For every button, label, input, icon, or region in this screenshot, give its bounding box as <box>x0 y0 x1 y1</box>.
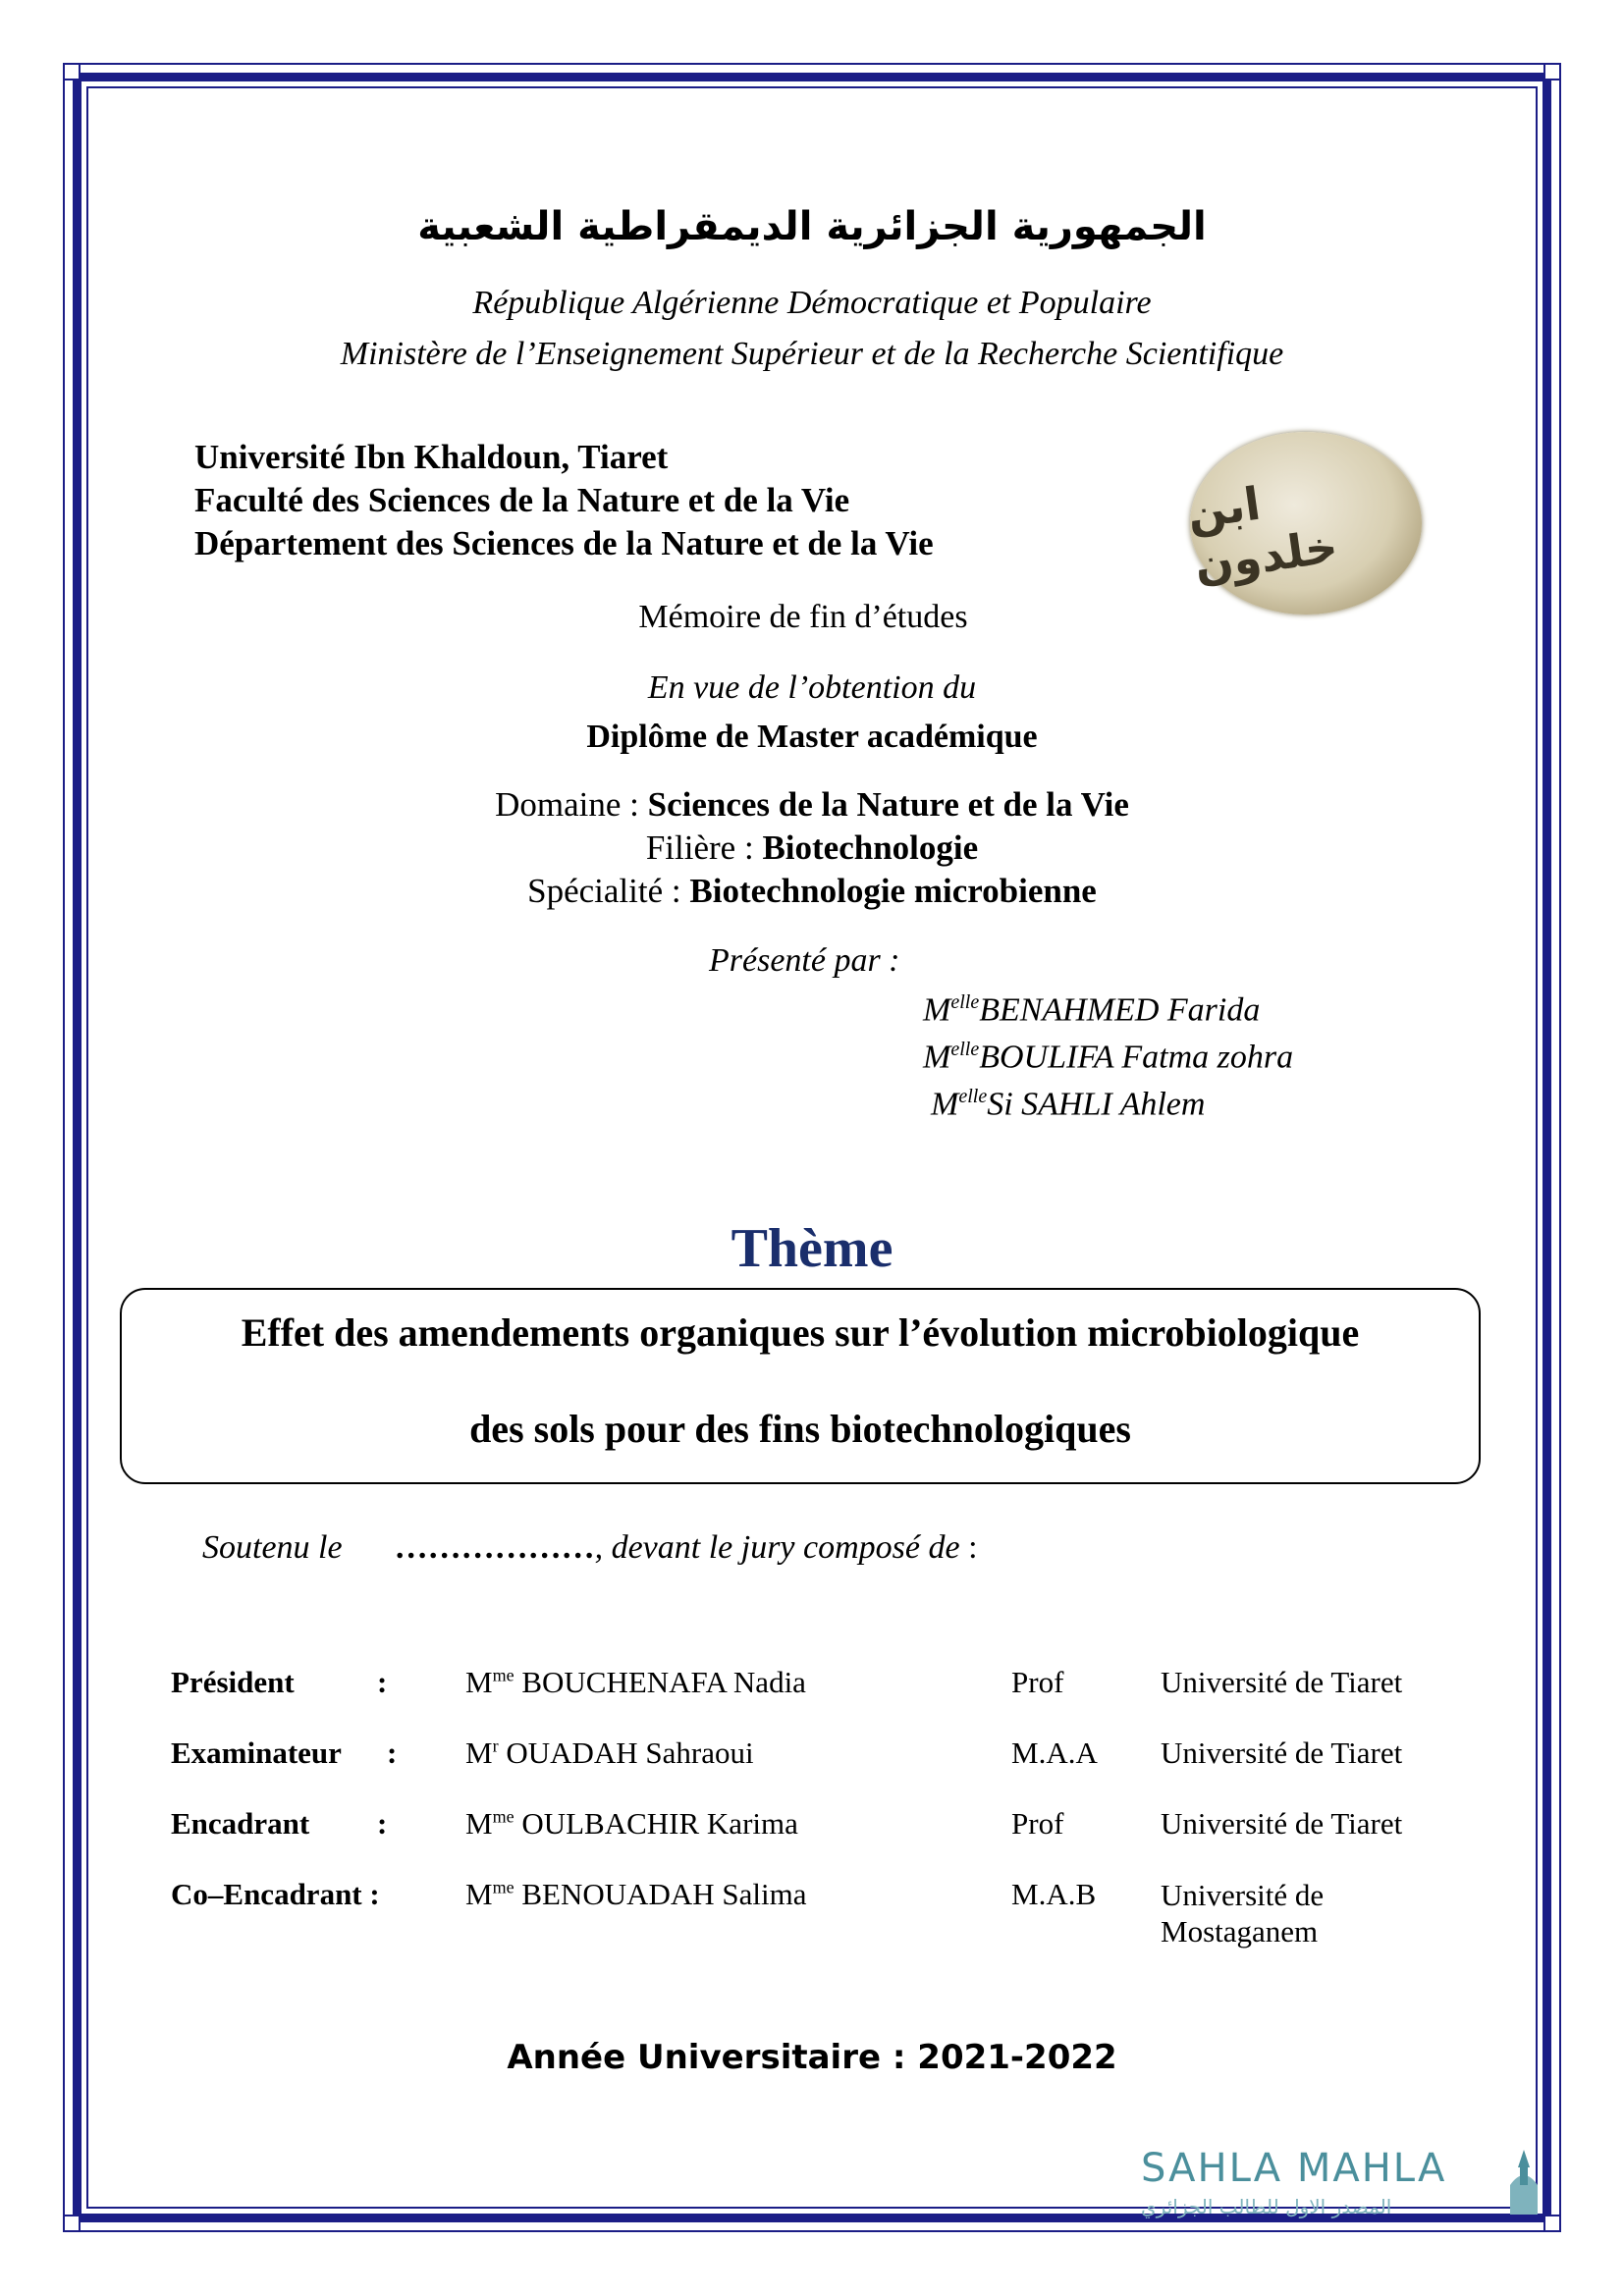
student-prefix-sup: elle <box>950 991 980 1013</box>
jury-title-sup: me <box>492 1877 514 1897</box>
jury-role: Examinateur <box>171 1735 342 1770</box>
jury-grade: Prof <box>1011 1665 1064 1699</box>
jury-separator: : <box>377 1665 388 1699</box>
theme-line-1: Effet des amendements organiques sur l’évolution microbiologique <box>241 1310 1360 1355</box>
jury-title: M <box>465 1665 493 1699</box>
jury-table <box>0 1665 1624 1959</box>
watermark-logo-icon <box>1500 2146 1547 2216</box>
student-name: BOULIFA Fatma zohra <box>979 1039 1294 1076</box>
jury-title: M <box>465 1735 493 1770</box>
jury-university: Université de Tiaret <box>1161 1665 1403 1699</box>
jury-university: Université de Tiaret <box>1161 1806 1403 1841</box>
faculty-name: Faculté des Sciences de la Nature et de la Vie <box>194 481 850 519</box>
jury-title: M <box>465 1877 493 1911</box>
specialite-line <box>0 872 1624 911</box>
student-prefix: M <box>931 1086 959 1123</box>
domaine-value: Sciences de la Nature et de la Vie <box>647 785 1129 824</box>
defense-label: Soutenu le <box>202 1529 343 1566</box>
jury-grade: M.A.B <box>1011 1877 1097 1911</box>
jury-title-sup: r <box>492 1735 499 1756</box>
defense-jury-text: , devant le jury composé de <box>594 1529 960 1566</box>
jury-title-sup: me <box>492 1665 514 1685</box>
filiere-value: Biotechnologie <box>762 828 979 867</box>
jury-role-text: Co–Encadrant <box>171 1877 362 1911</box>
filiere-line <box>0 828 1624 868</box>
university-logo-text: ابن خلدون <box>1183 476 1341 592</box>
jury-university: Université de Tiaret <box>1161 1735 1403 1770</box>
jury-grade: M.A.A <box>1011 1735 1098 1770</box>
university-name: Université Ibn Khaldoun, Tiaret <box>194 438 669 476</box>
student-prefix: M <box>923 1039 951 1076</box>
jury-separator: : <box>369 1877 380 1911</box>
jury-member-name: BENOUADAH Salima <box>521 1877 807 1911</box>
jury-title-sup: me <box>492 1806 514 1827</box>
border-corner-bottom-right <box>1543 2215 1561 2232</box>
department-name: Département des Sciences de la Nature et de la Vie <box>194 524 934 562</box>
jury-separator: : <box>377 1806 388 1841</box>
student-prefix: M <box>923 991 951 1029</box>
specialite-label: Spécialité : <box>527 872 690 910</box>
theme-box <box>120 1288 1481 1484</box>
jury-separator: : <box>387 1735 398 1770</box>
jury-title: M <box>465 1806 493 1841</box>
student-name: BENAHMED Farida <box>979 991 1261 1029</box>
presented-by-label: Présenté par : <box>709 942 900 979</box>
jury-name <box>465 1735 754 1771</box>
jury-role <box>171 1877 380 1912</box>
specialite-value: Biotechnologie microbienne <box>689 872 1097 910</box>
student-prefix-sup: elle <box>950 1039 980 1060</box>
jury-name <box>465 1665 806 1700</box>
jury-grade: Prof <box>1011 1806 1064 1841</box>
border-corner-top-left <box>63 63 81 80</box>
student-prefix-sup: elle <box>958 1086 988 1107</box>
domaine-label: Domaine : <box>495 785 648 824</box>
theme-line-2: des sols pour des fins biotechnologiques <box>469 1407 1131 1451</box>
memoire-type: Mémoire de fin d’études <box>638 599 968 635</box>
ministry-line: Ministère de l’Enseignement Supérieur et de la Recherche Scientifique <box>340 336 1284 372</box>
student-1 <box>923 991 1260 1029</box>
defense-date-placeholder: ……………… <box>394 1529 595 1566</box>
watermark-brand: SAHLA MAHLA <box>1141 2146 1447 2191</box>
jury-university: Université de Mostaganem <box>1161 1878 1325 1949</box>
jury-member-name: OULBACHIR Karima <box>521 1806 798 1841</box>
jury-role: Encadrant <box>171 1806 310 1841</box>
jury-member-name: BOUCHENAFA Nadia <box>521 1665 806 1699</box>
jury-name <box>465 1877 807 1912</box>
theme-title: Thème <box>731 1218 893 1279</box>
jury-name <box>465 1806 798 1842</box>
student-3 <box>931 1086 1205 1123</box>
border-corner-top-right <box>1543 63 1561 80</box>
defense-line <box>202 1529 978 1567</box>
university-logo <box>1183 432 1422 614</box>
border-corner-bottom-left <box>63 2215 81 2232</box>
domaine-line <box>0 785 1624 825</box>
filiere-label: Filière : <box>645 828 763 867</box>
republic-line: République Algérienne Démocratique et Populaire <box>472 285 1152 321</box>
academic-year: Année Universitaire : 2021-2022 <box>507 2038 1117 2077</box>
jury-member-name: OUADAH Sahraoui <box>506 1735 754 1770</box>
student-name: Si SAHLI Ahlem <box>987 1086 1206 1123</box>
diploma-line: Diplôme de Master académique <box>586 719 1038 755</box>
watermark-tagline: المصدر الاول للطالب الجزائري <box>1141 2195 1392 2218</box>
jury-role: Président <box>171 1665 295 1699</box>
en-vue-line: En vue de l’obtention du <box>647 669 977 706</box>
defense-colon: : <box>959 1529 978 1566</box>
student-2 <box>923 1039 1293 1076</box>
arabic-title: الجمهورية الجزائرية الديمقراطية الشعبية <box>417 204 1207 249</box>
